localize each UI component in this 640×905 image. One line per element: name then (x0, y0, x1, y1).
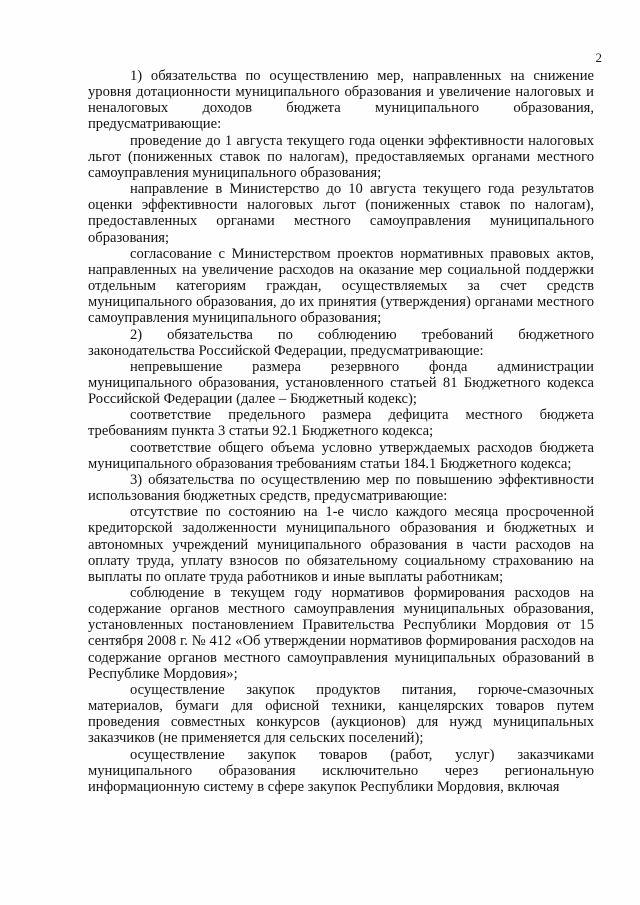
page-number: 2 (595, 50, 602, 65)
paragraph-item-1: 1) обязательства по осуществлению мер, направленных на снижение уровня дотационности муниципального образования и увеличение налоговых и неналоговых доходов бюджета муниципального образования, предусматривающие: (88, 68, 594, 133)
document-body (88, 68, 594, 795)
paragraph-subitem: соответствие общего объема условно утверждаемых расходов бюджета муниципального образования требованиям статьи 184.1 Бюджетного кодекса; (88, 439, 594, 472)
paragraph-subitem: осуществление закупок товаров (работ, услуг) заказчиками муниципального образования исключительно через региональную информационную систему в сфере закупок Республики Мордовия, включая (88, 746, 594, 795)
paragraph-subitem: осуществление закупок продуктов питания, горюче-смазочных материалов, бумаги для офисной техники, канцелярских товаров путем проведения совместных конкурсов (аукционов) для нужд муниципальных заказчиков (не применяется для сельских поселений); (88, 681, 594, 747)
paragraph-subitem: проведение до 1 августа текущего года оценки эффективности налоговых льгот (пониженных ставок по налогам), предоставляемых органами местного самоуправления муниципального образования; (88, 132, 594, 181)
paragraph-subitem: согласование с Министерством проектов нормативных правовых актов, направленных на увеличение расходов на оказание мер социальной поддержки отдельным категориям граждан, осуществляемых за счет средств муниципального образования, до их принятия (утверждения) органами местного самоуправления муниципального образования; (88, 245, 594, 327)
paragraph-subitem: соблюдение в текущем году нормативов формирования расходов на содержание органов местного самоуправления муниципальных образования, установленных постановлением Правительства Республики Мордовия от 15 сентября 2008 г. № 412 «Об утверждении нормативов формирования расходов на содержание органов местного самоуправления муниципальных образований в Республике Мордовия»; (88, 585, 594, 682)
paragraph-subitem: соответствие предельного размера дефицита местного бюджета требованиям пункта 3 статьи 92.1 Бюджетного кодекса; (88, 407, 594, 440)
paragraph-subitem: направление в Министерство до 10 августа текущего года результатов оценки эффективности налоговых льгот (пониженных ставок по налогам), предоставленных органами местного самоуправления муниципального образования; (88, 181, 594, 246)
paragraph-item-3: 3) обязательства по осуществлению мер по повышению эффективности использования бюджетных средств, предусматривающие: (88, 471, 594, 505)
paragraph-subitem: отсутствие по состоянию на 1-е число каждого месяца просроченной кредиторской задолженности муниципального образования и бюджетных и автономных учреждений муниципального образования в части расходов на оплату труда, уплату взносов по обязательному социальному страхованию на выплаты по оплате труда работников и иные выплаты работникам; (88, 504, 594, 585)
paragraph-item-2: 2) обязательства по соблюдению требований бюджетного законодательства Российской Федерации, предусматривающие: (88, 326, 594, 359)
paragraph-subitem: непревышение размера резервного фонда администрации муниципального образования, установленного статьей 81 Бюджетного кодекса Российской Федерации (далее – Бюджетный кодекс); (88, 358, 594, 408)
